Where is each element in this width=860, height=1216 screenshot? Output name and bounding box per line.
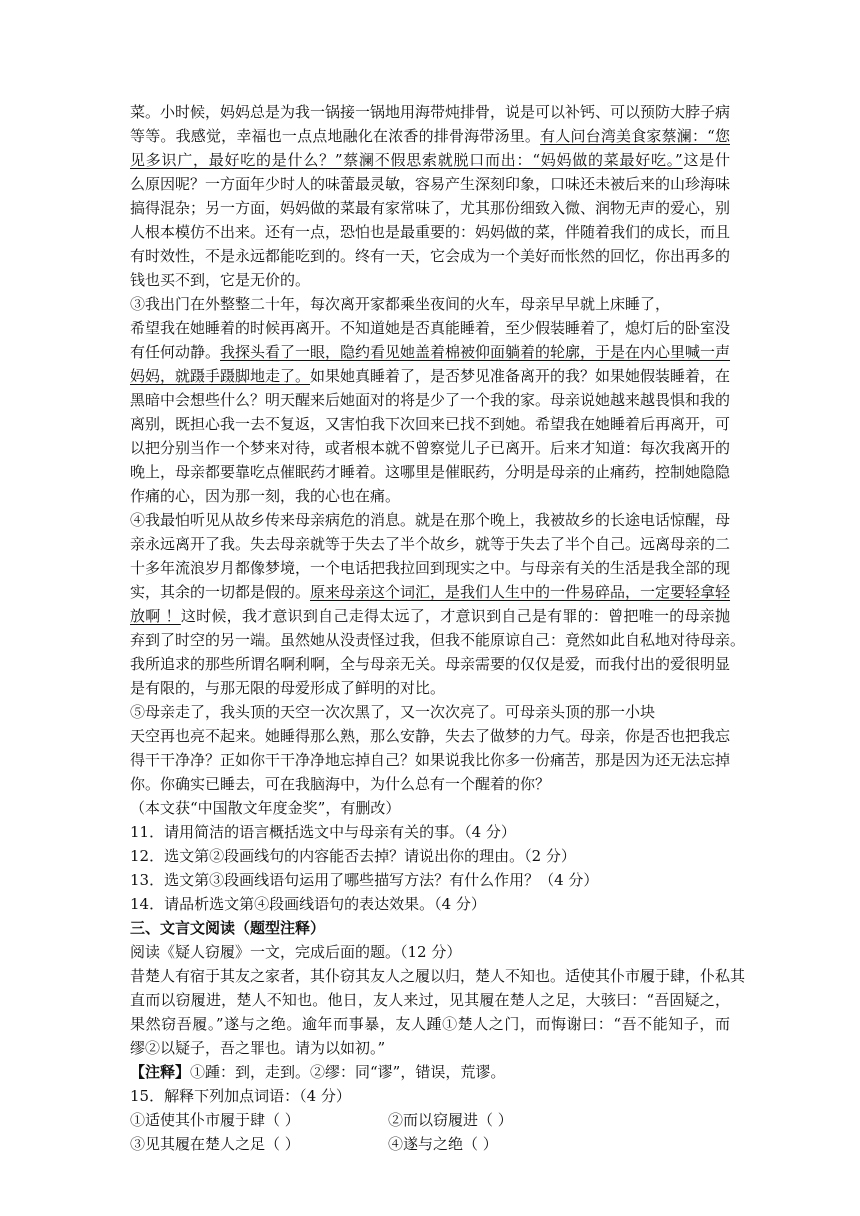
underlined-sentence: 见多识广，最好吃的是什么？”蔡澜不假思索就脱口而出：“妈妈做的菜最好吃。” <box>130 151 683 169</box>
text-line: 么原因呢？一方面年少时人的味蕾最灵敏，容易产生深刻印象，口味还未被后来的山珍海味 <box>130 175 731 193</box>
text-line: 我所追求的那些所谓名啊利啊，全与母亲无关。母亲需要的仅仅是爱，而我付出的爱很明显 <box>130 655 731 673</box>
text-line: 亲永远离开了我。失去母亲就等于失去了半个故乡，就等于失去了半个自己。远离母亲的二 <box>130 535 731 553</box>
classical-text-line: 缪②以疑子，吾之罪也。请为以如初。” <box>130 1039 386 1057</box>
text-line: 天空再也亮不起来。她睡得那么熟，那么安静，失去了做梦的力气。母亲，你是否也把我忘 <box>130 727 731 745</box>
blank-item: ③见其履在楚人之足（ ） <box>130 1135 300 1153</box>
text-line: 作痛的心，因为那一刻，我的心也在痛。 <box>130 487 401 505</box>
text-line: 离别，既担心我一去不复返，又害怕我下次回来已找不到她。希望我在她睡着后再离开，可 <box>130 415 731 433</box>
paragraph-start: ④我最怕听见从故乡传来母亲病危的消息。就是在那个晚上，我被故乡的长途电话惊醒，母 <box>130 511 731 529</box>
text-line: 人根本模仿不出来。还有一点，恐怕也是最重要的：妈妈做的菜，伴随着我们的成长，而且 <box>130 223 731 241</box>
text-line: 菜。小时候，妈妈总是为我一锅接一锅地用海带炖排骨，说是可以补钙、可以预防大脖子病 <box>130 103 731 121</box>
text-line: 妈妈，就蹑手蹑脚地走了。如果她真睡着了，是否梦见准备离开的我？如果她假装睡着，在 <box>130 367 731 385</box>
blank-row <box>130 1132 730 1156</box>
text-line: 实，其余的一切都是假的。原来母亲这个词汇，是我们人生中的一件易碎品，一定要轻拿轻 <box>130 583 731 601</box>
source-note: （本文获“中国散文年度金奖”，有删改） <box>130 799 401 817</box>
question-14: 14．请品析选文第④段画线语句的表达效果。（4 分） <box>130 895 486 913</box>
text-line: 等等。我感觉，幸福也一点点地融化在浓香的排骨海带汤里。有人问台湾美食家蔡澜：“您 <box>130 127 730 145</box>
question-13: 13．选文第③段画线语句运用了哪些描写方法？有什么作用？（4 分） <box>130 871 599 889</box>
text-line: 得干干净净？正如你干干净净地忘掉自己？如果说我比你多一份痛苦，那是因为还无法忘掉 <box>130 751 731 769</box>
text-line: 以把分别当作一个梦来对待，或者根本就不曾察觉儿子已离开。后来才知道：每次我离开的 <box>130 439 731 457</box>
reading-intro: 阅读《疑人窃履》一文，完成后面的题。（12 分） <box>130 943 462 961</box>
underlined-sentence: 原来母亲这个词汇，是我们人生中的一件易碎品，一定要轻拿轻 <box>310 583 731 601</box>
classical-text-line: 昔楚人有宿于其友之家者，其仆窃其友人之履以归，楚人不知也。适使其仆市履于肆，仆私其 <box>130 967 746 985</box>
classical-text-line: 果然窃吾履。”遂与之绝。逾年而事暴，友人踵①楚人之门，而悔谢曰：“吾不能知子，而 <box>130 1015 730 1033</box>
question-11: 11．请用简洁的语言概括选文中与母亲有关的事。（4 分） <box>130 823 516 841</box>
question-15: 15．解释下列加点词语：（4 分） <box>130 1087 351 1105</box>
annotation-note <box>130 1060 730 1084</box>
blank-item: ①适使其仆市履于肆（ ） <box>130 1111 300 1129</box>
text-line: 是有限的，与那无限的母爱形成了鲜明的对比。 <box>130 679 446 697</box>
text-line: 你。你确实已睡去，可在我脑海中，为什么总有一个醒着的你？ <box>130 775 551 793</box>
underlined-sentence: 我探头看了一眼，隐约看见她盖着棉被仰面躺着的轮廓，于是在内心里喊一声 <box>220 343 731 361</box>
underlined-sentence: 有人问台湾美食家蔡澜：“您 <box>540 127 730 145</box>
text-line: 弃到了时空的另一端。虽然她从没责怪过我，但我不能原谅自己：竟然如此自私地对待母亲。 <box>130 631 746 649</box>
underlined-sentence: 放啊 ！ <box>130 607 181 625</box>
text-line: 见多识广，最好吃的是什么？”蔡澜不假思索就脱口而出：“妈妈做的菜最好吃。”这是什 <box>130 151 730 169</box>
classical-text-line: 直而以窃履进，楚人不知也。他日，友人来过，见其履在楚人之足，大骇曰：“吾固疑之， <box>130 991 730 1009</box>
section-heading: 三、文言文阅读（题型注释） <box>130 919 326 937</box>
text-line: 有任何动静。我探头看了一眼，隐约看见她盖着棉被仰面躺着的轮廓，于是在内心里喊一声 <box>130 343 731 361</box>
blank-item: ④遂与之绝（ ） <box>388 1135 498 1153</box>
text-line: 钱也买不到，它是无价的。 <box>130 271 311 289</box>
text-line: 希望我在她睡着的时候再离开。不知道她是否真能睡着，至少假装睡着了，熄灯后的卧室没 <box>130 319 731 337</box>
text-line: 晚上，母亲都要靠吃点催眠药才睡着。这哪里是催眠药，分明是母亲的止痛药，控制她隐隐 <box>130 463 731 481</box>
text-line: 十多年流浪岁月都像梦境，一个电话把我拉回到现实之中。与母亲有关的生活是我全部的现 <box>130 559 731 577</box>
text-line: 放啊 ！这时候，我才意识到自己走得太远了，才意识到自己是有罪的：曾把唯一的母亲抛 <box>130 607 730 625</box>
text-line: 搞得混杂；另一方面，妈妈做的菜最有家常味了，尤其那份细致入微、润物无声的爱心，别 <box>130 199 731 217</box>
question-12: 12．选文第②段画线句的内容能否去掉？请说出你的理由。（2 分） <box>130 847 576 865</box>
blank-row <box>130 1108 730 1132</box>
note-label: 【注释】 <box>130 1063 191 1081</box>
text-line: 有时效性，不是永远都能吃到的。终有一天，它会成为一个美好而怅然的回忆，你出再多的 <box>130 247 731 265</box>
underlined-sentence: 妈妈，就蹑手蹑脚地走了。 <box>130 367 311 385</box>
paragraph-start: ⑤母亲走了，我头顶的天空一次次黑了，又一次次亮了。可母亲头顶的那一小块 <box>130 703 656 721</box>
text-line: 黑暗中会想些什么？明天醒来后她面对的将是少了一个我的家。母亲说她越来越畏惧和我的 <box>130 391 731 409</box>
note-text: ①踵：到，走到。②缪：同“谬”，错误，荒谬。 <box>190 1063 506 1081</box>
blank-item: ②而以窃履进（ ） <box>388 1111 513 1129</box>
paragraph-start: ③我出门在外整整二十年，每次离开家都乘坐夜间的火车，母亲早早就上床睡了， <box>130 295 671 313</box>
